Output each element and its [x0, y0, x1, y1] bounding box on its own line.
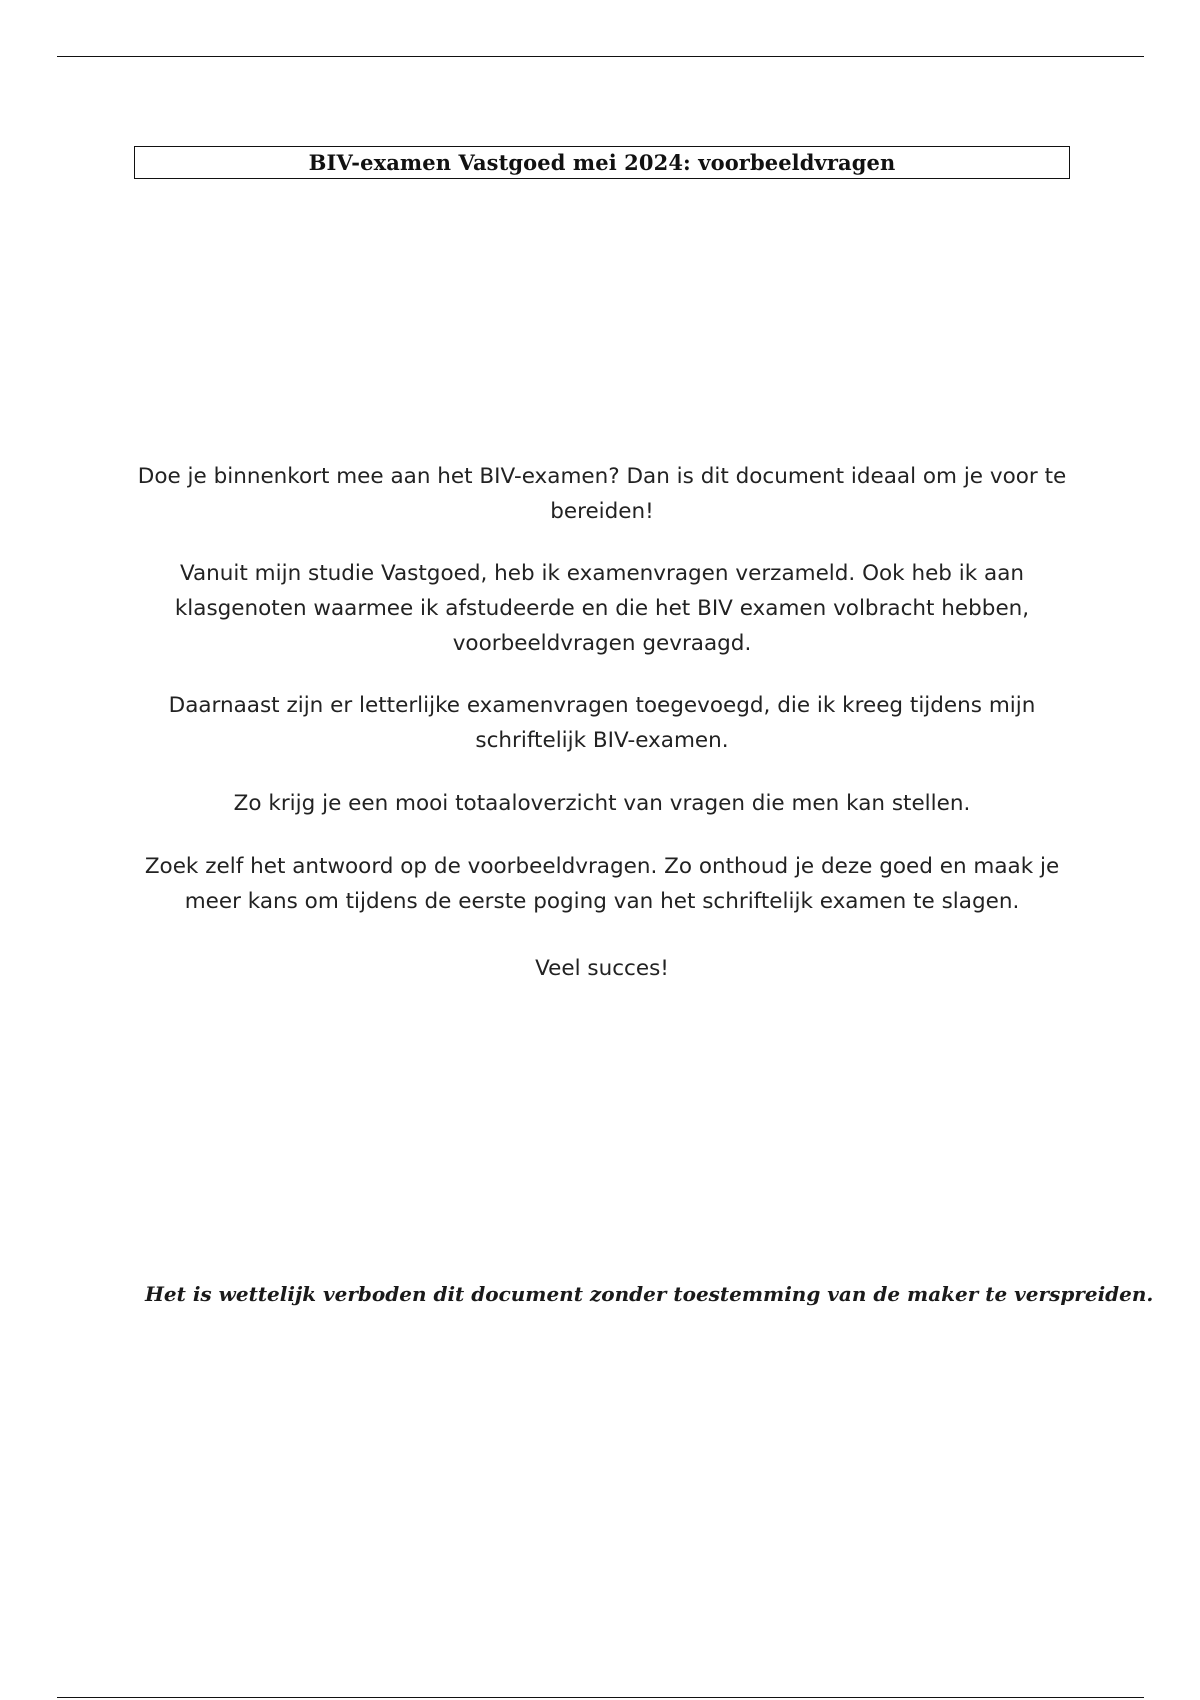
- document-title: BIV-examen Vastgoed mei 2024: voorbeeldvragen: [308, 150, 896, 175]
- intro-paragraph-2: Vanuit mijn studie Vastgoed, heb ik examenvragen verzameld. Ook heb ik aan klasgenoten waarmee ik afstudeerde en die het BIV examen volbracht hebben, voorbeeldvragen gevraagd.: [174, 561, 1030, 656]
- top-rule: [57, 56, 1144, 57]
- intro-paragraph-5: Zoek zelf het antwoord op de voorbeeldvragen. Zo onthoud je deze goed en maak je meer kans om tijdens de eerste poging van het schriftelijk examen te slagen.: [144, 854, 1060, 914]
- closing-wish: Veel succes!: [535, 956, 669, 981]
- intro-paragraph-3: Daarnaast zijn er letterlijke examenvragen toegevoegd, die ik kreeg tijdens mijn schriftelijk BIV-examen.: [168, 693, 1036, 753]
- intro-paragraph-4: Zo krijg je een mooi totaaloverzicht van vragen die men kan stellen.: [233, 791, 971, 816]
- title-box: [134, 146, 1070, 179]
- copyright-disclaimer: Het is wettelijk verboden dit document zonder toestemming van de maker te verspreiden.: [145, 1282, 1154, 1306]
- intro-paragraph-1: Doe je binnenkort mee aan het BIV-examen? Dan is dit document ideaal om je voor te bereiden!: [137, 464, 1067, 524]
- bottom-rule: [57, 1697, 1144, 1698]
